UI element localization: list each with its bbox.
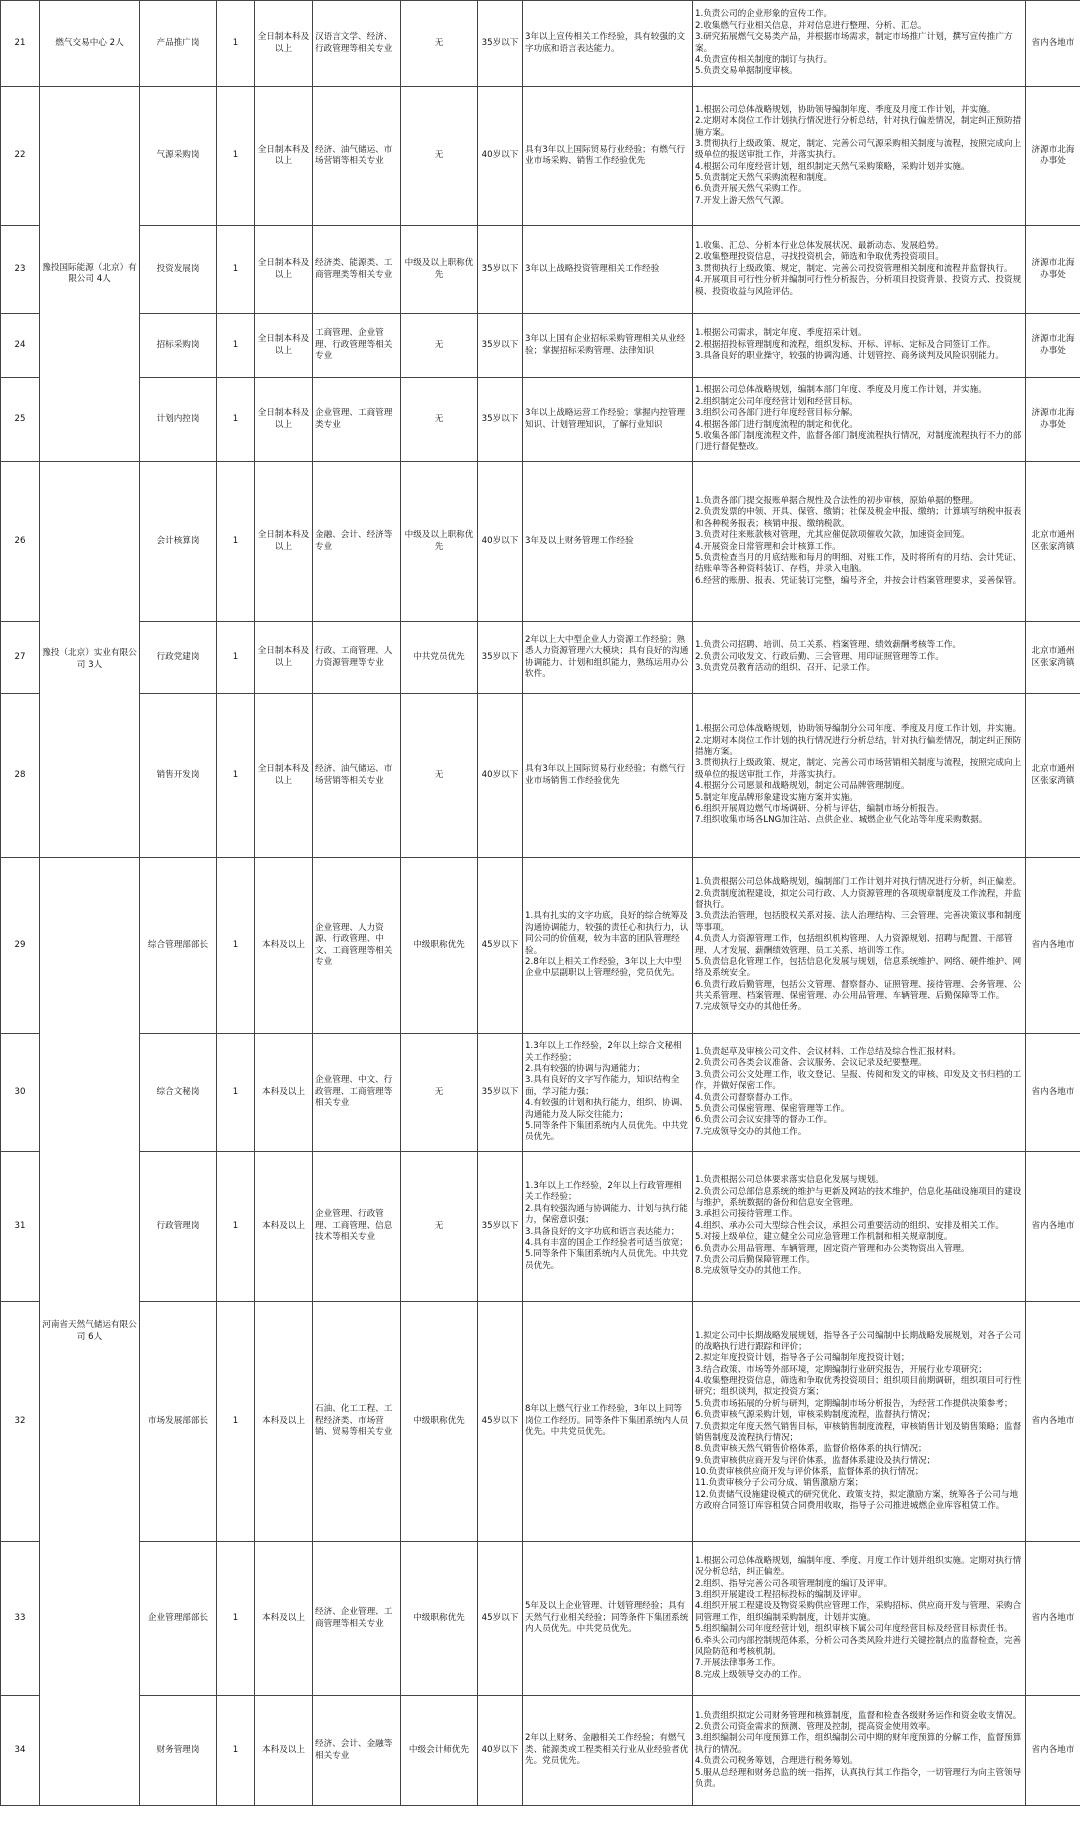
education: 全日制本科及以上 xyxy=(255,622,313,694)
duties: 1.负责公司招聘、培训、员工关系、档案管理、绩效薪酬考核等工作。 2.负责公司收发文、行政后勤、三会管理、用印证照管理等工作。 3.负责党员教育活动的组织、召开、记录工作。 xyxy=(693,622,1026,694)
age-limit: 45岁以下 xyxy=(478,858,523,1034)
title-requirement: 中级职称优先 xyxy=(401,1542,478,1696)
table-row xyxy=(1,87,1080,226)
experience: 5年及以上企业管理、计划管理经验；具有天然气行业相关经验；同等条件下集团系统内人员优先。中共党员优先。 xyxy=(523,1542,693,1696)
experience: 3年以上战略投资管理相关工作经验 xyxy=(523,226,693,314)
duties: 1.负责组织拟定公司财务管理和核算制度，监督和检查各级财务运作和资金收支情况。 2.负责公司资金需求的预测、管理及控制，提高资金使用效率。 3.组织编制公司年度预算工作，组织编制公司中期的财年度预算的分解工作，监督预算执行的情况。 4.负责公司税务筹划，合理进行税务筹划。 5.服从总经理和财务总监的统一指挥，认真执行其工作指令，一切管理行为向主管领导负责。 xyxy=(693,1696,1026,1806)
work-location: 济源市北海办事处 xyxy=(1026,226,1080,314)
post-count: 1 xyxy=(217,1152,255,1302)
age-limit: 35岁以下 xyxy=(478,1152,523,1302)
age-limit: 35岁以下 xyxy=(478,1,523,87)
table-row xyxy=(1,314,1080,378)
row-number: 27 xyxy=(1,622,40,694)
age-limit: 35岁以下 xyxy=(478,1034,523,1152)
unit-name: 河南省天然气储运有限公司 6人 xyxy=(40,858,140,1806)
post-count: 1 xyxy=(217,1034,255,1152)
table-row xyxy=(1,1542,1080,1696)
row-number: 32 xyxy=(1,1302,40,1542)
major: 经济、企业管理、工商管理等相关专业 xyxy=(313,1542,401,1696)
title-requirement: 中级职称优先 xyxy=(401,858,478,1034)
experience: 1.具有扎实的文字功底，良好的综合统筹及沟通协调能力，较强的责任心和执行力，认同公司的价值观，较为丰富的团队管理经验。 2.8年以上相关工作经验，3年以上大中型企业中层副职以上管理经验，党员优先。 xyxy=(523,858,693,1034)
title-requirement: 无 xyxy=(401,314,478,378)
work-location: 北京市通州区张家湾镇 xyxy=(1026,622,1080,694)
title-requirement: 中级及以上职称优先 xyxy=(401,462,478,622)
post-count: 1 xyxy=(217,622,255,694)
duties: 1.收集、汇总、分析本行业总体发展状况、最新动态、发展趋势。 2.收集整理投资信息，寻找投资机会，筛选和争取优秀投资项目。 3.贯彻执行上级政策、规定，制定、完善公司投资管理相关制度和流程并监督执行。 4.开展项目可行性分析并编制可行性分析报告，分析项目投资背景、投资方式、投资规模、投资收益与风险评估。 xyxy=(693,226,1026,314)
work-location: 省内各地市 xyxy=(1026,1,1080,87)
title-requirement: 无 xyxy=(401,1152,478,1302)
major: 经济、会计、金融等相关专业 xyxy=(313,1696,401,1806)
table-row xyxy=(1,1,1080,87)
experience: 3年及以上财务管理工作经验 xyxy=(523,462,693,622)
post-name: 行政管理岗 xyxy=(140,1152,217,1302)
table-row xyxy=(1,378,1080,462)
major: 工商管理、企业管理、行政管理等相关专业 xyxy=(313,314,401,378)
education: 全日制本科及以上 xyxy=(255,462,313,622)
major: 金融、会计、经济等专业 xyxy=(313,462,401,622)
education: 全日制本科及以上 xyxy=(255,694,313,858)
post-count: 1 xyxy=(217,1,255,87)
table-row xyxy=(1,694,1080,858)
post-count: 1 xyxy=(217,1542,255,1696)
duties: 1.负责根据公司总体要求落实信息化发展与规划。 2.负责公司总部信息系统的维护与更新及网站的技术维护，信息化基础设施项目的建设与维护，系统数据的备份和信息安全管理。 3.承担公司接待管理工作。 4.组织、承办公司大型综合性会议，承担公司重要活动的组织、安排及相关工作。 5.对接上级单位，建立健全公司应急管理工作机制和相关规章制度。 6.负责办公用品管理、车辆管理，固定资产管理和办公类物资出入管理。 7.负责公司后勤保障管理工作。 8.完成领导交办的其他工作。 xyxy=(693,1152,1026,1302)
work-location: 北京市通州区张家湾镇 xyxy=(1026,694,1080,858)
post-name: 招标采购岗 xyxy=(140,314,217,378)
title-requirement: 无 xyxy=(401,87,478,226)
post-name: 综合文秘岗 xyxy=(140,1034,217,1152)
major: 经济、油气储运、市场营销等相关专业 xyxy=(313,87,401,226)
post-count: 1 xyxy=(217,694,255,858)
age-limit: 35岁以下 xyxy=(478,622,523,694)
row-number: 23 xyxy=(1,226,40,314)
title-requirement: 无 xyxy=(401,1,478,87)
education: 本科及以上 xyxy=(255,1034,313,1152)
work-location: 济源市北海办事处 xyxy=(1026,378,1080,462)
row-number: 30 xyxy=(1,1034,40,1152)
experience: 1.3年以上工作经验，2年以上行政管理相关工作经验； 2.具有较强沟通与协调能力、计划与执行能力，保密意识强； 3.具备良好的文字功底和语言表达能力； 4.具有丰富的国企工作经验者可适当放宽； 5.同等条件下集团系统内人员优先。中共党员优先。 xyxy=(523,1152,693,1302)
duties: 1.根据公司总体战略规划，协助领导编制年度、季度及月度工作计划，并实施。 2.定期对本岗位工作计划执行情况进行分析总结，针对执行偏差情况，制定纠正预防措施方案。 3.贯彻执行上级政策、规定，制定、完善公司气源采购相关制度与流程，按照完成向上级单位的报送审批工作，并落实执行。 4.根据公司年度经营计划，组织制定天然气采购策略，采购计划并实施。 5.负责制定天然气采购流程和制度。 6.负责开展天然气采购工作。 7.开发上游天然气气源。 xyxy=(693,87,1026,226)
row-number: 28 xyxy=(1,694,40,858)
major: 企业管理、工商管理类专业 xyxy=(313,378,401,462)
post-name: 企业管理部部长 xyxy=(140,1542,217,1696)
row-number: 26 xyxy=(1,462,40,622)
title-requirement: 中级及以上职称优先 xyxy=(401,226,478,314)
experience: 具有3年以上国际贸易行业经验；有燃气行业市场销售工作经验优先 xyxy=(523,694,693,858)
unit-name: 豫投（北京）实业有限公司 3人 xyxy=(40,462,140,858)
duties: 1.根据公司总体战略规划，协助领导编制分公司年度、季度及月度工作计划，并实施。 2.定期对本岗位工作计划的执行情况进行分析总结，针对执行偏差情况，制定纠正预防措施方案。 3.贯彻执行上级政策、规定，制定、完善公司市场营销相关制度与流程，按照完成向上级单位的报送审批工作，并落实执行。 4.根据分公司愿景和战略规划，制定公司品牌管理制度。 5.制定年度品牌形象建设实施方案并实施。 6.组织开展周边燃气市场调研、分析与评估，编制市场分析报告。 7.组织收集市场各LNG加注站、点供企业、城燃企业气化站等年度采购数据。 xyxy=(693,694,1026,858)
work-location: 省内各地市 xyxy=(1026,1152,1080,1302)
age-limit: 35岁以下 xyxy=(478,314,523,378)
unit-name: 豫投国际能源（北京）有限公司 4人 xyxy=(40,87,140,462)
post-name: 产品推广岗 xyxy=(140,1,217,87)
experience: 2年以上财务、金融相关工作经验；有燃气类、能源类或工程类相关行业从业经验者优先。党员优先。 xyxy=(523,1696,693,1806)
post-count: 1 xyxy=(217,1302,255,1542)
unit-name: 燃气交易中心 2人 xyxy=(40,1,140,87)
post-name: 计划内控岗 xyxy=(140,378,217,462)
table-row xyxy=(1,1152,1080,1302)
post-name: 综合管理部部长 xyxy=(140,858,217,1034)
education: 全日制本科及以上 xyxy=(255,314,313,378)
post-name: 行政党建岗 xyxy=(140,622,217,694)
major: 企业管理、行政管理、工商管理、信息技术等相关专业 xyxy=(313,1152,401,1302)
table-row xyxy=(1,622,1080,694)
major: 企业管理、人力资源、行政管理、中文、工商管理等相关专业 xyxy=(313,858,401,1034)
post-name: 气源采购岗 xyxy=(140,87,217,226)
experience: 2年以上大中型企业人力资源工作经验；熟悉人力资源管理六大模块；具有良好的沟通协调能力、计划和组织能力，熟练运用办公软件。 xyxy=(523,622,693,694)
education: 全日制本科及以上 xyxy=(255,87,313,226)
age-limit: 40岁以下 xyxy=(478,87,523,226)
education: 本科及以上 xyxy=(255,1542,313,1696)
education: 全日制本科及以上 xyxy=(255,378,313,462)
title-requirement: 中级职称优先 xyxy=(401,1302,478,1542)
post-count: 1 xyxy=(217,226,255,314)
duties: 1.拟定公司中长期战略发展规划，指导各子公司编制中长期战略发展规划，对各子公司的战略执行进行跟踪和评价； 2.拟定年度投资计划，指导各子公司编制年度投资计划； 3.结合政策、市场等外部环境，定期编制行业研究报告，开展行业专项研究； 4.收集整理投资信息，筛选和争取优秀投资项目；组织项目前期调研，组织项目可行性研究；组织谈判，拟定投资方案； 5.负责市场拓展的分析与研判，定期编制市场分析报告，为经营工作提供决策参考； 6.负责审核气源采购计划，审核采购制度流程，监督执行情况； 7.负责拟定年度天然气销售目标，审核销售制度流程，审核销售计划及销售策略；监督销售制度及流程执行情况； 8.负责审核天然气销售价格体系，监督价格体系的执行情况； 9.负责审核供应商开发与评价体系，监督体系建设及执行情况； 10.负责审核供应商开发与评价体系，监督体系的执行情况； 11.负责审核分子公司分成、销售激励方案； 12.负责储气设施建设模式的研究优化、政策支持，拟定激励方案，统筹各子公司与地方政府合同签订库容租赁合同费用收取，指导子公司推进城燃企业库容租赁工作。 xyxy=(693,1302,1026,1542)
work-location: 省内各地市 xyxy=(1026,1542,1080,1696)
age-limit: 35岁以下 xyxy=(478,378,523,462)
duties: 1.根据公司总体战略规划，编制年度、季度、月度工作计划并组织实施。定期对执行情况分析总结，纠正偏差。 2.组织、指导完善公司各项管理制度的编订及评审。 3.组织开展建设工程招标投标的编制及评审。 4.组织开展工程建设及物资采购供应管理工作，采购招标、供应商开发与管理、采购合同管理工作，组织编制采购制度，计划并实施。 5.组织编制公司年度经营计划，组织审核下属公司年度经营目标及经营目标责任书。 6.牵头公司内部控制规范体系，分析公司各类风险并进行关键控制点的监督检查，完善风险防范和考核机制。 7.开展法律事务工作。 8.完成上级领导交办的工作。 xyxy=(693,1542,1026,1696)
post-name: 会计核算岗 xyxy=(140,462,217,622)
duties: 1.负责起草及审核公司文件、会议材料、工作总结及综合性汇报材料。 2.负责公司各类会议准备、会议服务、会议记录及纪要整理。 3.负责公司公文处理工作，收文登记、呈报、传阅和发文的审核、印发及文书归档的工作，并做好保密工作。 4.负责公司督察督办工作。 5.负责公司保密管理、保密管理等工作。 6.负责公司会议安排等的督办工作。 7.完成领导交办的其他工作。 xyxy=(693,1034,1026,1152)
title-requirement: 中级会计师优先 xyxy=(401,1696,478,1806)
experience: 3年以上国有企业招标采购管理相关从业经验；掌握招标采购管理、法律知识 xyxy=(523,314,693,378)
row-number: 34 xyxy=(1,1696,40,1806)
title-requirement: 无 xyxy=(401,1034,478,1152)
work-location: 省内各地市 xyxy=(1026,1302,1080,1542)
duties: 1.负责根据公司总体战略规划，编制部门工作计划并对执行情况进行分析，纠正偏差。 2.负责制度流程建设，拟定公司行政、人力资源管理的各项规章制度及工作流程，并监督执行。 3.负责法治管理，包括股权关系对接、法人治理结构、三会管理、完善决策议事和制度等事项。 4.负责人力资源管理工作，包括组织机构管理、人力资源规划、招聘与配置、干部管理、人才发展、薪酬绩效管理、员工关系、培训等工作。 5.负责信息化管理工作，包括信息化发展与规划，信息系统维护、网络、硬件维护、网络及系统安全。 6.负责行政后勤管理，包括公文管理、督察督办、证照管理、接待管理、会务管理、公共关系管理、档案管理、保密管理、办公用品管理、车辆管理、后勤保障等工作。 7.完成领导交办的其他任务。 xyxy=(693,858,1026,1034)
education: 本科及以上 xyxy=(255,1152,313,1302)
education: 全日制本科及以上 xyxy=(255,1,313,87)
table-row xyxy=(1,1302,1080,1542)
duties: 1.负责公司的企业形象的宣传工作。 2.收集燃气行业相关信息，并对信息进行整理、分析、汇总。 3.研究拓展燃气交易类产品，并根据市场需求，制定市场推广计划，撰写宣传推广方案。 4.负责宣传相关制度的制订与执行。 5.负责交易单据制度审核。 xyxy=(693,1,1026,87)
age-limit: 45岁以下 xyxy=(478,1302,523,1542)
post-count: 1 xyxy=(217,858,255,1034)
major: 企业管理、中文、行政管理、工商管理等相关专业 xyxy=(313,1034,401,1152)
post-count: 1 xyxy=(217,462,255,622)
education: 本科及以上 xyxy=(255,1302,313,1542)
experience: 3年以上战略运营工作经验；掌握内控管理知识、计划管理知识，了解行业知识 xyxy=(523,378,693,462)
row-number: 31 xyxy=(1,1152,40,1302)
age-limit: 40岁以下 xyxy=(478,694,523,858)
work-location: 省内各地市 xyxy=(1026,1034,1080,1152)
title-requirement: 中共党员优先 xyxy=(401,622,478,694)
major: 经济类、能源类、工商管理类等相关专业 xyxy=(313,226,401,314)
age-limit: 45岁以下 xyxy=(478,1542,523,1696)
work-location: 北京市通州区张家湾镇 xyxy=(1026,462,1080,622)
major: 汉语言文学、经济、行政管理等相关专业 xyxy=(313,1,401,87)
post-count: 1 xyxy=(217,87,255,226)
post-name: 财务管理岗 xyxy=(140,1696,217,1806)
table-row xyxy=(1,226,1080,314)
experience: 1.3年以上工作经验，2年以上综合文秘相关工作经验； 2.具有较强的协调与沟通能力； 3.具有良好的文字写作能力，知识结构全面，学习能力强； 4.有较强的计划和执行能力，组织、协调、沟通能力及人际交往能力； 5.同等条件下集团系统内人员优先。中共党员优先。 xyxy=(523,1034,693,1152)
age-limit: 40岁以下 xyxy=(478,1696,523,1806)
age-limit: 35岁以下 xyxy=(478,226,523,314)
table-row xyxy=(1,1034,1080,1152)
experience: 8年以上燃气行业工作经验，3年以上同等岗位工作经历。同等条件下集团系统内人员优先。中共党员优先。 xyxy=(523,1302,693,1542)
duties: 1.负责各部门提交报账单据合规性及合法性的初步审核，原始单据的整理。 2.负责发票的申领、开具、保管、缴销；社保及税金申报、缴纳；计算填写纳税申报表和各种税务报表；核销申报、缴纳税款。 3.负责对往来账款核对管理，尤其应催促款项催收欠款，加速资金回笼。 4.开展资金日常管理和会计核算工作。 5.负责检查当月的月底结账和每月的明细、对账工作，及时将所有的月结、会计凭证、结账单等各种资料装订、存档，并录入电脑。 6.经营的账册、报表、凭证装订完整，编号齐全，并按会计档案管理要求，妥善保管。 xyxy=(693,462,1026,622)
work-location: 济源市北海办事处 xyxy=(1026,87,1080,226)
education: 本科及以上 xyxy=(255,858,313,1034)
post-count: 1 xyxy=(217,314,255,378)
experience: 具有3年以上国际贸易行业经验；有燃气行业市场采购、销售工作经验优先 xyxy=(523,87,693,226)
table-row xyxy=(1,858,1080,1034)
post-count: 1 xyxy=(217,1696,255,1806)
major: 石油、化工工程、工程经济类、市场营销、贸易等相关专业 xyxy=(313,1302,401,1542)
table-row xyxy=(1,462,1080,622)
title-requirement: 无 xyxy=(401,378,478,462)
major: 经济、油气储运、市场营销等相关专业 xyxy=(313,694,401,858)
work-location: 省内各地市 xyxy=(1026,1696,1080,1806)
duties: 1.根据公司需求，制定年度、季度招采计划。 2.根据招投标管理制度和流程，组织发标、开标、评标、定标及合同签订工作。 3.具备良好的职业操守，较强的协调沟通、计划管控、商务谈判及风险识别能力。 xyxy=(693,314,1026,378)
row-number: 21 xyxy=(1,1,40,87)
education: 全日制本科及以上 xyxy=(255,226,313,314)
row-number: 29 xyxy=(1,858,40,1034)
major: 行政、工商管理、人力资源管理等专业 xyxy=(313,622,401,694)
work-location: 省内各地市 xyxy=(1026,858,1080,1034)
row-number: 25 xyxy=(1,378,40,462)
title-requirement: 无 xyxy=(401,694,478,858)
table-row xyxy=(1,1696,1080,1806)
age-limit: 40岁以下 xyxy=(478,462,523,622)
row-number: 33 xyxy=(1,1542,40,1696)
experience: 3年以上宣传相关工作经验，具有较强的文字功底和语言表达能力。 xyxy=(523,1,693,87)
education: 本科及以上 xyxy=(255,1696,313,1806)
work-location: 济源市北海办事处 xyxy=(1026,314,1080,378)
post-name: 投资发展岗 xyxy=(140,226,217,314)
post-name: 市场发展部部长 xyxy=(140,1302,217,1542)
post-count: 1 xyxy=(217,378,255,462)
row-number: 22 xyxy=(1,87,40,226)
post-name: 销售开发岗 xyxy=(140,694,217,858)
duties: 1.根据公司总体战略规划，编制本部门年度、季度及月度工作计划，并实施。 2.组织制定公司年度经营计划和经营目标。 3.组织公司各部门进行年度经营目标分解。 4.根据各部门进行制度流程的制定和优化。 5.收集各部门制度流程文件，监督各部门制度流程执行情况，对制度流程执行不力的部门进行督促整改。 xyxy=(693,378,1026,462)
row-number: 24 xyxy=(1,314,40,378)
